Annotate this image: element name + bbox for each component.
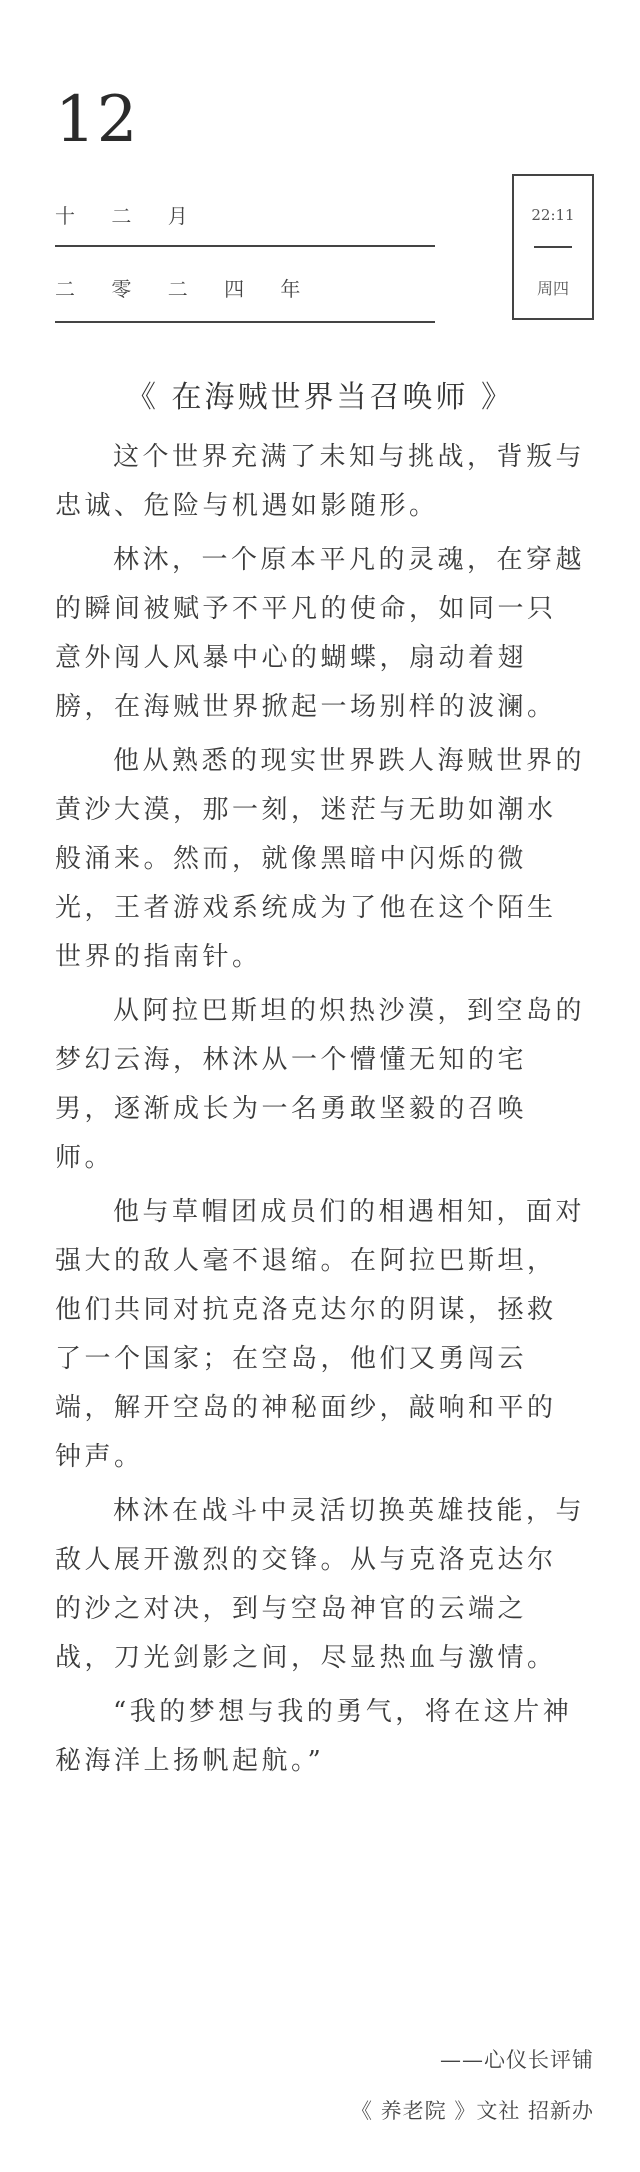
article-title: 《 在海贼世界当召唤师 》 — [125, 380, 515, 415]
divider — [55, 321, 435, 323]
time-label: 22:11 — [531, 206, 575, 224]
paragraph: 他从熟悉的现实世界跌人海贼世界的黄沙大漠，那一刻，迷茫与无助如潮水般涌来。然而，就像黑暗中闪烁的微光，王者游戏系统成为了他在这个陌生世界的指南针。 — [55, 746, 586, 972]
signature: ——心仪长评铺 — [440, 2048, 594, 2072]
date-year: 二 零 二 四 年 — [55, 277, 316, 301]
paragraph: 从阿拉巴斯坦的炽热沙漠，到空岛的梦幻云海，林沐从一个懵懂无知的宅男，逐渐成长为一名勇敢坚毅的召唤师。 — [55, 996, 586, 1173]
article — [55, 378, 585, 1791]
divider — [55, 245, 435, 247]
time-box — [512, 174, 594, 320]
paragraph: 这个世界充满了未知与挑战，背叛与忠诚、危险与机遇如影随形。 — [55, 442, 586, 521]
paragraph: 林沐，一个原本平凡的灵魂，在穿越的瞬间被赋予不平凡的使命，如同一只意外闯人风暴中心的蝴蝶，扇动着翅膀，在海贼世界掀起一场别样的波澜。 — [55, 545, 586, 722]
weekday-label: 周四 — [536, 279, 569, 298]
organization: 《 养老院 》文社 招新办 — [350, 2099, 594, 2123]
date-day: 12 — [55, 83, 139, 157]
date-month: 十 二 月 — [55, 204, 203, 228]
paragraph: 他与草帽团成员们的相遇相知，面对强大的敌人毫不退缩。在阿拉巴斯坦，他们共同对抗克洛克达尔的阴谋，拯救了一个国家；在空岛，他们又勇闯云端，解开空岛的神秘面纱，敲响和平的钟声。 — [55, 1197, 586, 1472]
divider — [534, 246, 572, 248]
paragraph: “我的梦想与我的勇气，将在这片神秘海洋上扬帆起航。” — [55, 1697, 573, 1776]
paragraph: 林沐在战斗中灵活切换英雄技能，与敌人展开激烈的交锋。从与克洛克达尔的沙之对决，到与空岛神官的云端之战，刀光剑影之间，尽显热血与激情。 — [55, 1496, 586, 1673]
